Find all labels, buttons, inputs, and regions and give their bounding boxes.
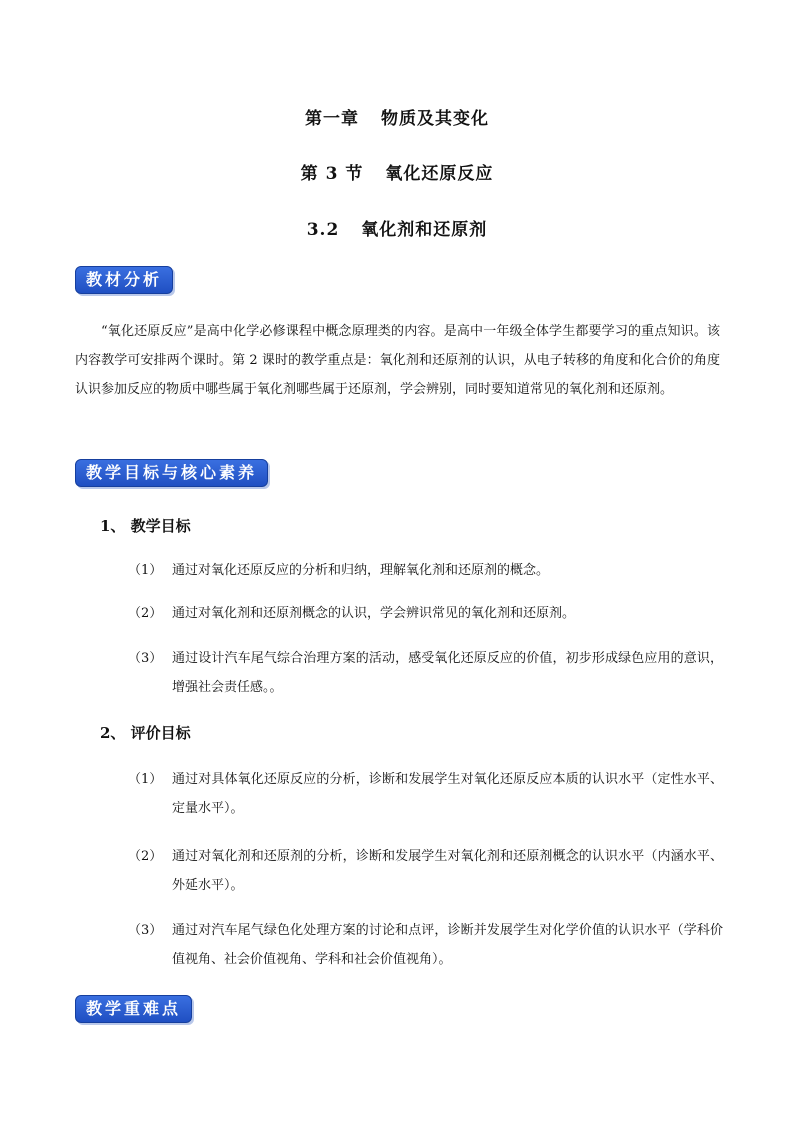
item-number: （3） (128, 651, 163, 666)
evaluation-goal-item (128, 916, 723, 974)
section-title (0, 159, 794, 184)
item-text: 通过设计汽车尾气综合治理方案的活动，感受氧化还原反应的价值，初步形成绿色应用的意识，增强社会责任感。。 (172, 651, 723, 695)
lesson-name: 氧化剂和还原剂 (361, 220, 488, 240)
item-number: （1） (128, 563, 163, 578)
item-text: 通过对具体氧化还原反应的分析，诊断和发展学生对氧化还原反应本质的认识水平（定性水平、定量水平）。 (172, 772, 723, 816)
teaching-goal-item (128, 599, 723, 628)
lesson-title (0, 215, 794, 240)
chapter-number: 第一章 (305, 109, 359, 129)
analysis-badge: 教材分析 (75, 266, 173, 294)
item-text: 通过对汽车尾气绿色化处理方案的讨论和点评，诊断并发展学生对化学价值的认识水平（学科价值视角、社会价值视角、学科和社会价值视角）。 (172, 923, 723, 967)
evaluation-goals-heading: 2、 评价目标 (100, 724, 191, 742)
item-number: （1） (128, 772, 163, 787)
lesson-number: 3.2 (306, 220, 340, 240)
item-number: （2） (128, 849, 163, 864)
item-number: （3） (128, 923, 163, 938)
item-text: 通过对氧化还原反应的分析和归纳，理解氧化剂和还原剂的概念。 (172, 563, 550, 578)
section-number: 第 3 节 (300, 164, 364, 184)
item-text: 通过对氧化剂和还原剂的分析，诊断和发展学生对氧化剂和还原剂概念的认识水平（内涵水平、外延水平）。 (172, 849, 723, 893)
analysis-paragraph: “氧化还原反应”是高中化学必修课程中概念原理类的内容。是高中一年级全体学生都要学习的重点知识。该内容教学可安排两个课时。第 2 课时的教学重点是：氧化剂和还原剂的认识，从电子转移的角度和化合价的角度认识参加反应的物质中哪些属于氧化剂哪些属于还原剂，学会辨别，同时要知道常见的氧化剂和还原剂。 (75, 324, 720, 397)
chapter-title (0, 104, 794, 129)
goals-badge: 教学目标与核心素养 (75, 459, 268, 487)
chapter-name: 物质及其变化 (381, 109, 489, 129)
teaching-goal-item (128, 644, 723, 702)
evaluation-goal-item (128, 842, 723, 900)
teaching-goal-item (128, 556, 723, 585)
item-text: 通过对氧化剂和还原剂概念的认识，学会辨识常见的氧化剂和还原剂。 (172, 606, 576, 621)
teaching-goals-heading: 1、 教学目标 (100, 517, 191, 535)
difficulties-badge: 教学重难点 (75, 995, 192, 1023)
section-name: 氧化还原反应 (385, 164, 494, 184)
item-number: （2） (128, 606, 163, 621)
evaluation-goal-item (128, 765, 723, 823)
